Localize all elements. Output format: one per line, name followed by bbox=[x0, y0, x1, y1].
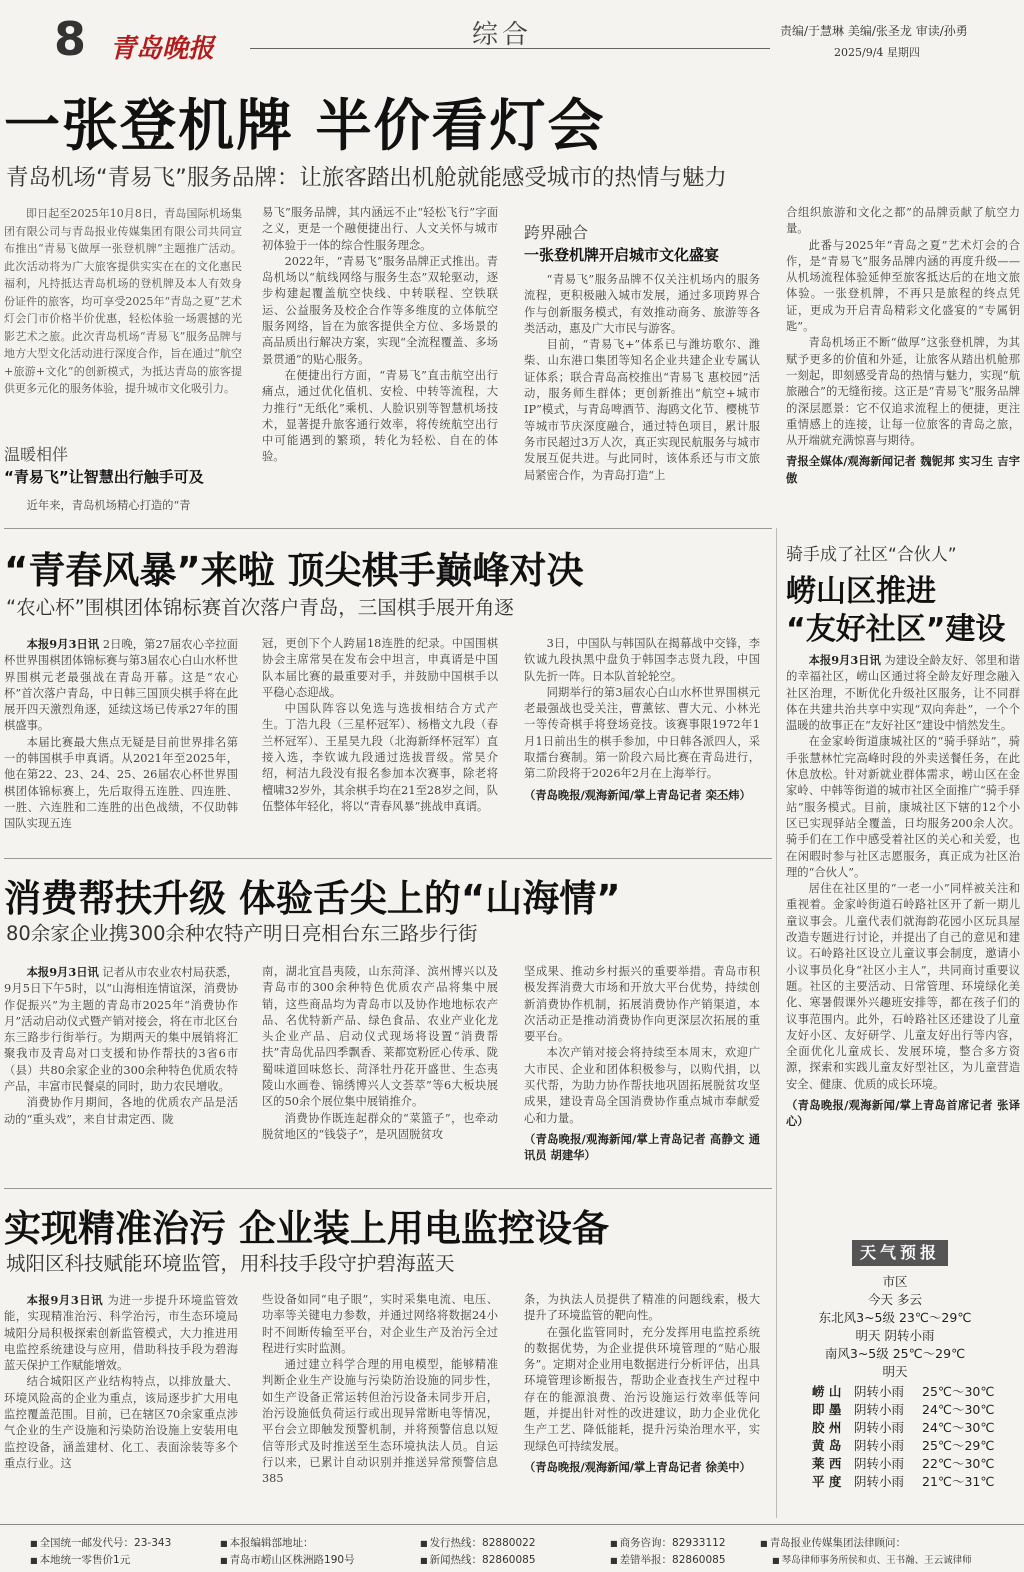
article4-subhead: 城阳区科技赋能环境监管，用科技手段守护碧海蓝天 bbox=[6, 1252, 455, 1275]
article2-col3-p2: 同期举行的第3届农心白山水杯世界围棋元老最强战也受关注，曹薰铉、曹大元、小林光一等传奇棋手将登场竞技。该赛事限1972年1月1日前出生的棋手参加，中日韩各派四人，采取擂台赛制。第一阶段六局比赛在青岛进行，第二阶段将于2026年2月在上海举行。 bbox=[524, 685, 760, 781]
editors-credit: 责编/于慧琳 美编/张圣龙 审读/孙勇 bbox=[780, 24, 968, 38]
article3-col1 bbox=[4, 964, 238, 1178]
article5-title-line2: “友好社区”建设 bbox=[786, 612, 1006, 647]
article1-intro bbox=[4, 205, 242, 433]
footer-postal-code: ■ 全国统一邮发代号：23-343 bbox=[30, 1535, 171, 1550]
weather-city-name: 平 度 bbox=[812, 1474, 842, 1489]
paper-name-logo: 青岛晚报 bbox=[110, 34, 215, 64]
article2-lead: 本报9月3日讯 bbox=[26, 637, 100, 651]
article3-col3-p2: 本次产销对接会将持续至本周末，欢迎广大市民、企业和团体积极参与，以购代捐，以买代帮，为助力协作帮扶地巩固拓展脱贫攻坚成果，建设青岛全国消费协作重点城市奉献爱心和力量。 bbox=[524, 1046, 760, 1125]
weather-city-row bbox=[812, 1436, 994, 1454]
weather-today-wind: 东北风3~5级 23℃～29℃ bbox=[818, 1310, 972, 1325]
weather-city-name: 胶 州 bbox=[812, 1420, 842, 1435]
weather-city-row bbox=[812, 1454, 994, 1472]
weather-region: 市区 bbox=[882, 1274, 908, 1289]
article2-col1-p2: 本届比赛最大焦点无疑是目前世界排名第一的韩国棋手申真谞。从2021年至2025年，他在第22、23、24、25、26届农心杯世界围棋团体锦标赛上，先后取得五连胜、四连胜、一胜、六连胜和二连胜的出色战绩，不仅助韩国队实现五连 bbox=[4, 735, 238, 831]
article3-byline: （青岛晚报/观海新闻/掌上青岛记者 高静文 通讯员 胡建华） bbox=[524, 1131, 760, 1163]
article5-title-line1: 崂山区推进 bbox=[786, 574, 936, 609]
article1-col2-p2: 2022年，“青易飞”服务品牌正式推出。青岛机场以“航线网络与服务生态”双轮驱动，逐步构建起覆盖航空快线、中转联程、空铁联运、公益服务及校企合作等多维度的立体航空服务网络，旨在为旅客提供全方位、多场景的高品质出行解决方案，实现“全流程覆盖、多场景贯通”的贴心服务。 bbox=[262, 254, 498, 366]
issue-date: 2025/9/4 星期四 bbox=[834, 46, 920, 59]
column-divider bbox=[776, 528, 777, 1518]
weather-city-name: 莱 西 bbox=[812, 1456, 842, 1471]
divider-1 bbox=[4, 528, 772, 529]
article1-col2-p1: 易飞”服务品牌，其内涵远不止“轻松飞行”字面之义，更是一个融便捷出行、人文关怀与城市初体验于一体的综合性服务理念。 bbox=[262, 206, 498, 252]
footer-price: ■ 本地统一零售价1元 bbox=[30, 1552, 130, 1567]
weather-tomorrow-wind: 南风3~5级 25℃～29℃ bbox=[824, 1346, 966, 1361]
article1-subhead: 青岛机场“青易飞”服务品牌：让旅客踏出机舱就能感受城市的热情与魅力 bbox=[6, 165, 727, 191]
article3-col1-p2: 消费协作月期间，各地的优质农产品是活动的“重头戏”，来自甘肃定西、陇 bbox=[4, 1096, 238, 1126]
article5-kicker: 骑手成了社区“合伙人” bbox=[786, 545, 957, 565]
page-number: 8 bbox=[54, 12, 87, 66]
article1-col4-p1: 合组织旅游和文化之都”的品牌贡献了航空力量。 bbox=[786, 206, 1020, 236]
divider-2 bbox=[4, 858, 772, 859]
weather-city-name: 黄 岛 bbox=[812, 1438, 842, 1453]
weather-city-temp: 21℃～31℃ bbox=[922, 1474, 995, 1489]
article4-col2-p2: 通过建立科学合理的用电模型，能够精准判断企业生产设施与污染防治设施的同步性，如生产设备正常运转但治污设备未同步开启，治污设施低负荷运行或出现异常断电等情况，平台会立即触发预警机制，并将预警信息以短信等形式及时推送至生态环境执法人员。自运行以来，已累计自动识别并推送异常预警信息385 bbox=[262, 1358, 498, 1486]
article1-col4 bbox=[786, 205, 1020, 521]
article5-byline: （青岛晚报/观海新闻/掌上青岛首席记者 张译心） bbox=[786, 1098, 1020, 1129]
footer-complaint: ■ 差错举报：82860085 bbox=[610, 1552, 726, 1567]
article3-col2 bbox=[262, 964, 498, 1178]
weather-city-temp: 24℃～30℃ bbox=[922, 1402, 995, 1417]
article5-body bbox=[786, 652, 1020, 1228]
weather-city-condition: 阴转小雨 bbox=[854, 1474, 905, 1489]
article3-col3-p1: 坚成果、推动乡村振兴的重要举措。青岛市积极发挥消费大市场和开放大平台优势，持续创新消费协作机制，拓展消费协作产销渠道，本次活动正是推动消费协作向更深层次拓展的重要平台。 bbox=[524, 965, 760, 1044]
article2-col1-p1: 2日晚，第27届农心辛拉面杯世界围棋团体锦标赛与第3届农心白山水杯世界围棋元老最强战在青岛开幕。这是“农心杯”首次落户青岛，中日韩三国顶尖棋手将在此展开四天激烈角逐，延续这场已传承27年的围棋盛事。 bbox=[4, 638, 238, 733]
weather-badge: 天气预报 bbox=[852, 1240, 948, 1266]
weather-city-temp: 25℃～29℃ bbox=[922, 1438, 995, 1453]
article1-col3 bbox=[524, 272, 760, 521]
article1-intro-text: 即日起至2025年10月8日，青岛国际机场集团有限公司与青岛报业传媒集团有限公司共同宣布推出“青易飞做厚一张登机牌”主题推广活动。此次活动将为广大旅客提供实实在在的文化惠民福利，凡持抵达青岛机场的登机牌及本人有效身份证件的旅客，均可享受2025年“青岛之夏”艺术灯会门市价格半价优惠，轻松体验一场震撼的光影艺术之旅。此次青岛机场“青易飞”服务品牌与地方大型文化活动进行深度合作，旨在通过“航空+旅游+文化”的创新模式，为抵达青岛的旅客提供更多元化的服务体验，提升城市文化吸引力。 bbox=[4, 207, 242, 395]
article3-col1-p1: 记者从市农业农村局获悉，9月5日下午5时，以“山海相连情谊深，消费协作促振兴”为主题的青岛市2025年“消费协作月”活动启动仪式暨产销对接会，将在市北区台东三路步行街举行。为期两天的集中展销将汇聚我市及青岛对口支援和协作帮扶的3省6市（县）共80余家企业的300余种特色优质农特产品，丰富市民餐桌的同时，助力农民增收。 bbox=[4, 966, 238, 1094]
article3-lead: 本报9月3日讯 bbox=[26, 965, 99, 979]
article1-byline: 青报全媒体/观海新闻记者 魏铌邦 实习生 吉宇傲 bbox=[786, 454, 1020, 485]
weather-city-temp: 22℃～30℃ bbox=[922, 1456, 995, 1471]
article5-p1: 为建设全龄友好、邻里和谐的幸福社区，崂山区通过将全龄友好理念融入社区治理，不断优化升级社区服务，让不同群体在共建共治共享中实现“双向奔赴”，一个个温暖的故事正在“友好社区”建设中悄然发生。 bbox=[786, 654, 1020, 733]
article3-subhead: 80余家企业携300余种农特产明日亮相台东三路步行街 bbox=[6, 922, 478, 945]
article1-col3-p1: “青易飞”服务品牌不仅关注机场内的服务流程，更积极融入城市发展，通过多项跨界合作与创新服务模式，有效推动商务、旅游等各类活动，惠及广大市民与游客。 bbox=[524, 273, 760, 335]
article4-col1-p1: 为进一步提升环境监管效能，实现精准治污、科学治污，市生态环境局城阳分局积极探索创新监管模式，大力推进用电监控系统建设与应用，借助科技手段为碧海蓝天保护工作赋能增效。 bbox=[4, 1294, 238, 1373]
divider-3 bbox=[4, 1188, 772, 1189]
article1-sec1-start bbox=[4, 498, 242, 520]
section-name: 综合 bbox=[472, 20, 533, 50]
article5-p3: 居住在社区里的“一老一小”同样被关注和重视着。金家岭街道石岭路社区开了新一期儿童议事会。儿童代表们就海韵花园小区玩具屋改造专题进行讨论，并提出了自己的意见和建议。石岭路社区设立儿童议事会制度，邀请小小议事员化身“社区小主人”，共同商讨重要议题。社区的主要活动、日常管理、环境绿化美化、寒暑假课外兴趣班安排等，都在孩子们的议事范围内。此外，石岭路社区还建设了儿童友好小区、友好研学、儿童友好出行等内容，全面优化儿童成长、发展环境，整合多方资源，探索和实践儿童友好型社区，为儿童营造安全、健康、优质的成长环境。 bbox=[786, 882, 1020, 1091]
article1-sec1-title: “青易飞”让智慧出行触手可及 bbox=[4, 468, 204, 486]
footer-legal-label: ■ 青岛报业传媒集团法律顾问： bbox=[760, 1535, 906, 1550]
weather-city-condition: 阴转小雨 bbox=[854, 1438, 905, 1453]
article1-sec1-kicker: 温暖相伴 bbox=[4, 445, 69, 464]
article4-headline: 实现精准治污 企业装上用电监控设备 bbox=[4, 1207, 609, 1250]
article2-byline: （青岛晚报/观海新闻/掌上青岛记者 栾丕炜） bbox=[524, 787, 751, 802]
weather-city-condition: 阴转小雨 bbox=[854, 1420, 905, 1435]
article4-col3 bbox=[524, 1292, 760, 1514]
weather-city-row bbox=[812, 1382, 994, 1400]
weather-tomorrow: 明天 阴转小雨 bbox=[855, 1328, 935, 1343]
weather-city-name: 即 墨 bbox=[812, 1402, 842, 1417]
article1-col2-p3: 在便捷出行方面，“青易飞”直击航空出行痛点，通过优化值机、安检、中转等流程，大力推行“无纸化”乘机、人脸识别等智慧机场技术，显著提升旅客通行效率，将传统航空出行中可能遇到的繁琐，转化为轻松、自在的体验。 bbox=[262, 368, 498, 464]
article4-col3-p2: 在强化监管同时，充分发挥用电监控系统的数据优势，为企业提供环境管理的“贴心服务”。定期对企业用电数据进行分析评估，出具环境管理诊断报告，帮助企业查找生产过程中存在的能源浪费、治污设施运行效率低等问题，并提出针对性的改进建议，助力企业优化生产工艺、降低能耗，提升污染治理水平，实现绿色可持续发展。 bbox=[524, 1325, 760, 1453]
footer-news-hotline: ■ 新闻热线：82860085 bbox=[420, 1552, 536, 1567]
weather-today: 今天 多云 bbox=[868, 1292, 922, 1307]
article2-headline: “青春风暴”来啦 顶尖棋手巅峰对决 bbox=[4, 549, 584, 592]
article2-col2-p2: 中国队阵容以免选与选拔相结合方式产生。丁浩九段（三星杯冠军）、杨楷文九段（春兰杯冠军）、王星昊九段（北海新绎杯冠军）直接入选，李钦诚九段通过选拔晋级。常昊介绍，柯洁九段没有报名参加本次赛事，除老将檀啸32岁外，其余棋手均在21至28岁之间，队伍整体年轻化，将以“青春风暴”挑战申真谞。 bbox=[262, 702, 498, 813]
article4-lead: 本报9月3日讯 bbox=[26, 1293, 104, 1307]
article1-col4-p2: 此番与2025年“青岛之夏”艺术灯会的合作，是“青易飞”服务品牌内涵的再度升级——从机场流程体验延伸至旅客抵达后的在地文旅体验。一张登机牌，不再只是旅程的终点凭证，更成为开启青岛精彩文化盛宴的“专属钥匙”。 bbox=[786, 238, 1020, 334]
weather-city-row bbox=[812, 1472, 994, 1490]
article2-col1 bbox=[4, 636, 238, 846]
article3-col3 bbox=[524, 964, 760, 1178]
article3-col2-p1: 南，湖北宜昌夷陵，山东菏泽、滨州博兴以及青岛市的300余种特色优质农产品将集中展销，这些商品均为青岛市以及协作地地标农产品、名优特新产品、绿色食品、农业产业化龙头企业产品、启动仪式现场将设置“消费帮扶”青岛优品四季飘香、莱都宽粉匠心传承、陇蜀味道回味悠长、菏泽牡丹花开盛世、生态夷陵山水画卷、锦绣博兴人文荟萃”等6大板块展区的50余个展位集中展销推介。 bbox=[262, 965, 498, 1109]
footer-business: ■ 商务咨询：82933112 bbox=[610, 1535, 726, 1550]
weather-city-row bbox=[812, 1418, 994, 1436]
footer-address-label: ■ 本报编辑部地址： bbox=[220, 1535, 314, 1550]
article4-col1 bbox=[4, 1292, 238, 1514]
masthead bbox=[0, 0, 1024, 66]
weather-city-temp: 25℃～30℃ bbox=[922, 1384, 995, 1399]
footer-legal: ■ 琴岛律师事务所侯和贞、王书瀚、王云诚律师 bbox=[772, 1552, 972, 1566]
article3-headline: 消费帮扶升级 体验舌尖上的“山海情” bbox=[4, 877, 621, 920]
weather-city-temp: 24℃～30℃ bbox=[922, 1420, 995, 1435]
weather-city-row bbox=[812, 1400, 994, 1418]
footer-address: ■ 青岛市崂山区株洲路190号 bbox=[220, 1552, 355, 1567]
article1-sec2-kicker: 跨界融合 bbox=[524, 223, 589, 242]
weather-city-condition: 阴转小雨 bbox=[854, 1384, 905, 1399]
footer bbox=[0, 1524, 1024, 1572]
article1-col4-p3: 青岛机场正不断“做厚”这张登机牌，为其赋予更多的价值和外延，让旅客从踏出机舱那一刻起，即刻感受青岛的热情与魅力，实现“航旅融合”的无缝衔接。这正是“青易飞”服务品牌的深层愿景：它不仅追求流程上的便捷，更注重情感上的连接，让每一位旅客的青岛之旅，从开端就充满惊喜与期待。 bbox=[786, 336, 1020, 448]
article5-p2: 在金家岭街道康城社区的“骑手驿站”，骑手张慧林忙完高峰时段的外卖送餐任务，在此休息放松。针对新就业群体需求，崂山区在金家岭、中韩等街道的城市社区全面推广“骑手驿站”服务模式。目前，康城社区下辖的12个小区已实现驿站全覆盖，日均服务200余人次。骑手们在工作中感受着社区的关心和关爱，也在闲暇时参与社区志愿服务，真正成为社区治理的“合伙人”。 bbox=[786, 735, 1020, 879]
article3-col2-p2: 消费协作既连起群众的“菜篮子”，也牵动脱贫地区的“钱袋子”，是巩固脱贫攻 bbox=[262, 1111, 498, 1141]
footer-hotline: ■ 发行热线：82880022 bbox=[420, 1535, 536, 1550]
article4-col3-p1: 条，为执法人员提供了精准的问题线索，极大提升了环境监管的靶向性。 bbox=[524, 1293, 760, 1323]
article2-col3 bbox=[524, 636, 760, 846]
weather-forecast-box bbox=[800, 1240, 995, 1500]
article4-col1-p2: 结合城阳区产业结构特点，以排放量大、环境风险高的企业为重点，该局逐步扩大用电监控覆盖范围。目前，已在辖区70余家重点涉气企业的生产设施和污染防治设施上安装用电监控设备，涵盖建材、化工、表面涂装等多个重点行业。这 bbox=[4, 1375, 238, 1470]
weather-city-condition: 阴转小雨 bbox=[854, 1402, 905, 1417]
article4-col2-p1: 些设备如同“电子眼”，实时采集电流、电压、功率等关键电力参数，并通过网络将数据24小时不间断传输至平台，对企业生产及治污全过程进行实时监测。 bbox=[262, 1293, 498, 1355]
weather-city-name: 崂 山 bbox=[812, 1384, 842, 1399]
weather-tomorrow-header: 明天 bbox=[882, 1364, 908, 1379]
article4-byline: （青岛晚报/观海新闻/掌上青岛记者 徐美中） bbox=[524, 1459, 751, 1474]
article2-subhead: “农心杯”围棋团体锦标赛首次落户青岛，三国棋手展开角逐 bbox=[6, 596, 514, 619]
article1-col3-p2: 目前，“青易飞+”体系已与潍坊歌尔、潍柴、山东港口集团等知名企业共建企业专属认证体系；联合青岛高校推出“青易飞 惠校园”活动，服务师生群体；更创新推出“航空+城市IP”模式，与青岛啤酒节、海鸥文化节、樱桃节等城市节庆深度融合，通过特色项目，累计服务市民超过3万人次，真正实现民航服务与城市发展互促共进。与此同时，该体系还与市文旅局紧密合作，为青岛打造“上 bbox=[524, 338, 760, 482]
article1-sec2-title: 一张登机牌开启城市文化盛宴 bbox=[524, 246, 720, 264]
weather-city-condition: 阴转小雨 bbox=[854, 1456, 905, 1471]
article2-col2-p1: 冠，更创下个人跨届18连胜的纪录。中国围棋协会主席常昊在发布会中坦言，申真谞是中国队本届比赛的最重要对手，并鼓励中国棋手以平稳心态迎战。 bbox=[262, 637, 498, 699]
article5-lead: 本报9月3日讯 bbox=[808, 653, 881, 667]
article1-sec1-start-text: 近年来，青岛机场精心打造的“青 bbox=[26, 499, 191, 512]
article2-col2 bbox=[262, 636, 498, 846]
article1-headline: 一张登机牌 半价看灯会 bbox=[4, 94, 606, 159]
article4-col2 bbox=[262, 1292, 498, 1514]
article1-col2 bbox=[262, 205, 498, 521]
article2-col3-p1: 3日，中国队与韩国队在揭幕战中交锋，李钦诚九段执黑中盘负于韩国李志贤九段，中国队先折一阵。日本队首轮轮空。 bbox=[524, 637, 760, 683]
